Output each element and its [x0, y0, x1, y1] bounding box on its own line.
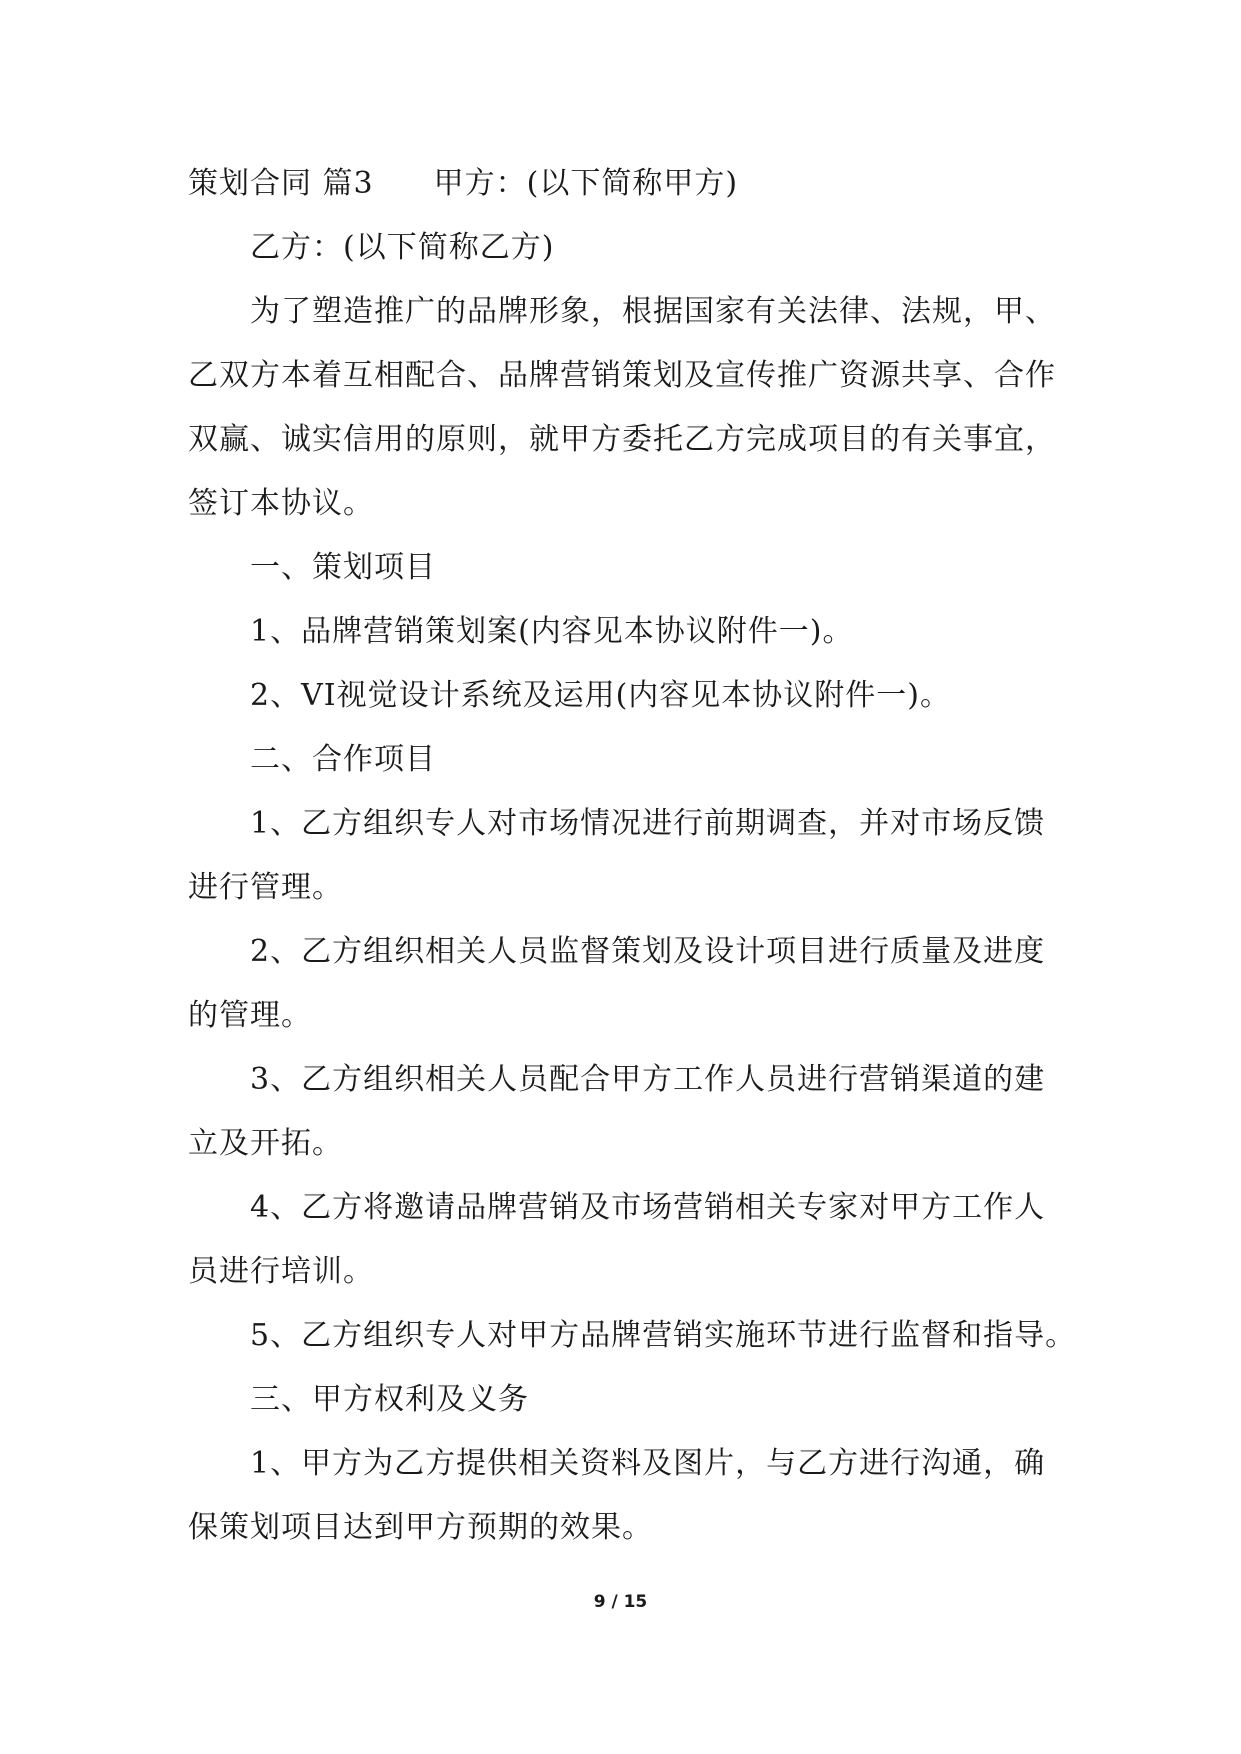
- section-item: [188, 1176, 1058, 1304]
- item-line: 2、乙方组织相关人员监督策划及设计项目进行质量及进度: [250, 934, 1046, 969]
- section-heading: 二、合作项目: [250, 742, 436, 777]
- item-line: 5、乙方组织专人对甲方品牌营销实施环节进行监督和指导。: [250, 1318, 1077, 1353]
- section-item: 1、品牌营销策划案(内容见本协议附件一)。: [250, 614, 854, 649]
- section-item: [188, 1304, 1077, 1368]
- party-a-line: 甲方：(以下简称甲方): [433, 166, 739, 201]
- intro-paragraph: [188, 280, 1058, 536]
- section-item: [188, 1432, 1058, 1560]
- contract-heading: [188, 152, 1058, 216]
- item-line: 1、甲方为乙方提供相关资料及图片，与乙方进行沟通，确: [250, 1446, 1046, 1481]
- document-body: [188, 152, 1077, 1560]
- item-line: 的管理。: [188, 998, 312, 1033]
- page-number: 9 / 15: [593, 1592, 648, 1612]
- item-line: 保策划项目达到甲方预期的效果。: [188, 1510, 653, 1545]
- item-line: 员进行培训。: [188, 1254, 374, 1289]
- intro-line: 签订本协议。: [188, 486, 374, 521]
- item-line: 1、乙方组织专人对市场情况进行前期调查，并对市场反馈: [250, 806, 1046, 841]
- item-line: 进行管理。: [188, 870, 343, 905]
- section-item: [188, 920, 1058, 1048]
- section-item: [188, 792, 1058, 920]
- item-line: 立及开拓。: [188, 1126, 343, 1161]
- section-heading: 三、甲方权利及义务: [250, 1382, 529, 1417]
- item-line: 3、乙方组织相关人员配合甲方工作人员进行营销渠道的建: [250, 1062, 1046, 1097]
- intro-line: 乙双方本着互相配合、品牌营销策划及宣传推广资源共享、合作: [188, 358, 1056, 393]
- item-line: 4、乙方将邀请品牌营销及市场营销相关专家对甲方工作人: [250, 1190, 1046, 1225]
- intro-line: 双赢、诚实信用的原则，就甲方委托乙方完成项目的有关事宜，: [188, 422, 1056, 457]
- party-b-line: 乙方：(以下简称乙方): [250, 230, 555, 265]
- section-item: [188, 1048, 1058, 1176]
- section-item: 2、VI视觉设计系统及运用(内容见本协议附件一)。: [250, 678, 952, 713]
- intro-line: 为了塑造推广的品牌形象，根据国家有关法律、法规，甲、: [250, 294, 1056, 329]
- section-heading: 一、策划项目: [250, 550, 436, 585]
- contract-title: 策划合同 篇3: [188, 166, 374, 201]
